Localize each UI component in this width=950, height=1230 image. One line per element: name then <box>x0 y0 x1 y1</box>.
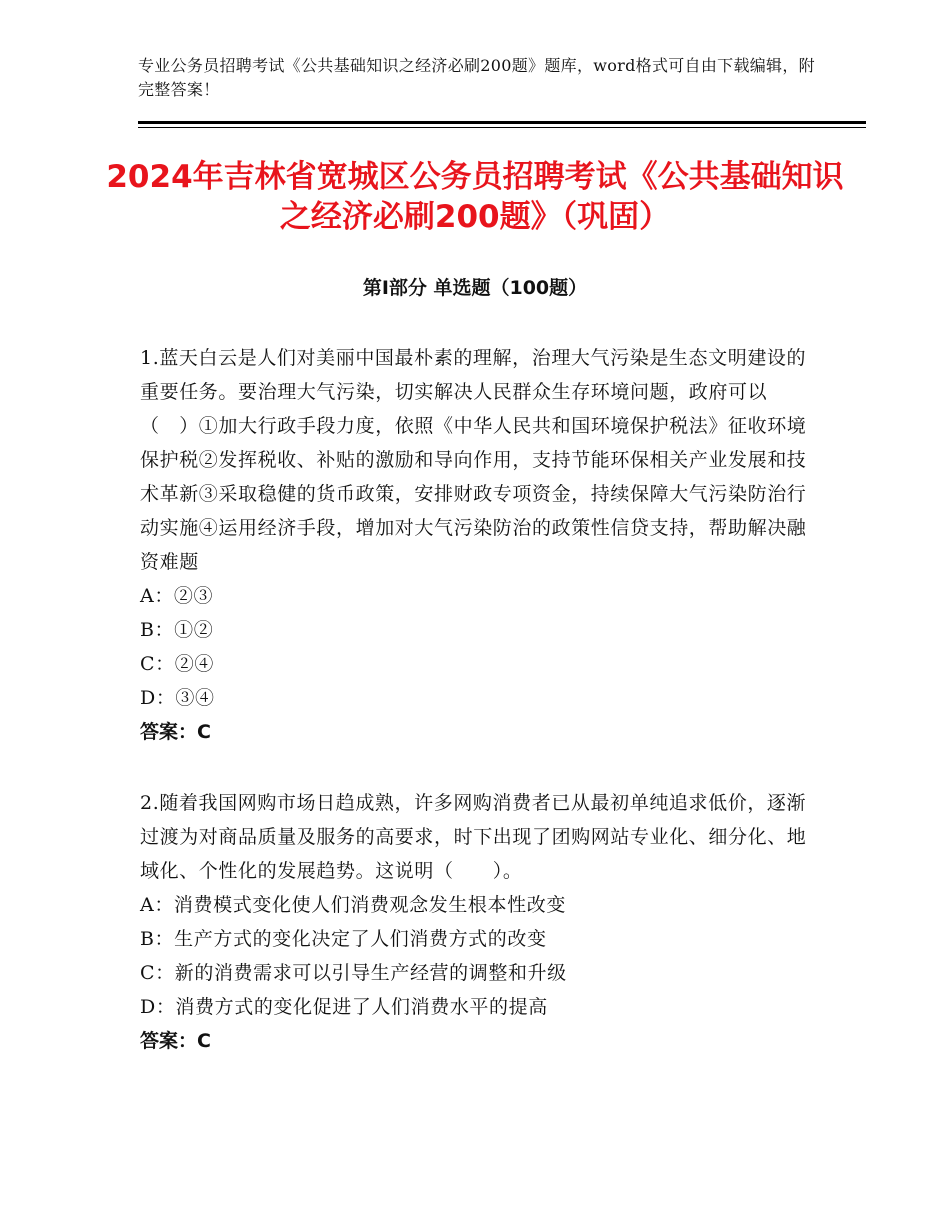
document-title: 2024年吉林省宽城区公务员招聘考试《公共基础知识之经济必刷200题》（巩固） <box>106 159 844 235</box>
header-note: 专业公务员招聘考试《公共基础知识之经济必刷200题》题库，word格式可自由下载编辑，附完整答案！ <box>138 56 815 99</box>
header-divider-thick <box>138 121 866 124</box>
question-text: 1.蓝天白云是人们对美丽中国最朴素的理解，治理大气污染是生态文明建设的重要任务。要治理大气污染，切实解决人民群众生存环境问题，政府可以（ ）①加大行政手段力度，依照《中华人民共和国环境保护税法》征收环境保护税②发挥税收、补贴的激励和导向作用，支持节能环保相关产业发展和技术革新③采取稳健的货币政策，安排财政专项资金，持续保障大气污染防治行动实施④运用经济手段，增加对大气污染防治的政策性信贷支持，帮助解决融资难题 <box>140 347 807 573</box>
answer: 答案：C <box>140 721 211 743</box>
question-1 <box>140 341 810 749</box>
question-text: 2.随着我国网购市场日趋成熟，许多网购消费者已从最初单纯追求低价，逐渐过渡为对商品质量及服务的高要求，时下出现了团购网站专业化、细分化、地域化、个性化的发展趋势。这说明（ ）。 <box>140 792 807 882</box>
header-divider-thin <box>138 127 866 128</box>
question-2 <box>140 786 810 1058</box>
option-c: C：②④ <box>140 653 214 675</box>
option-c: C：新的消费需求可以引导生产经营的调整和升级 <box>140 962 567 984</box>
option-a: A：②③ <box>140 585 214 607</box>
option-d: D：③④ <box>140 687 215 709</box>
option-b: B：生产方式的变化决定了人们消费方式的改变 <box>140 928 547 950</box>
option-a: A：消费模式变化使人们消费观念发生根本性改变 <box>140 894 566 916</box>
section-heading: 第Ⅰ部分 单选题（100题） <box>362 277 588 299</box>
option-b: B：①② <box>140 619 214 641</box>
option-d: D：消费方式的变化促进了人们消费水平的提高 <box>140 996 548 1018</box>
answer: 答案：C <box>140 1030 211 1052</box>
